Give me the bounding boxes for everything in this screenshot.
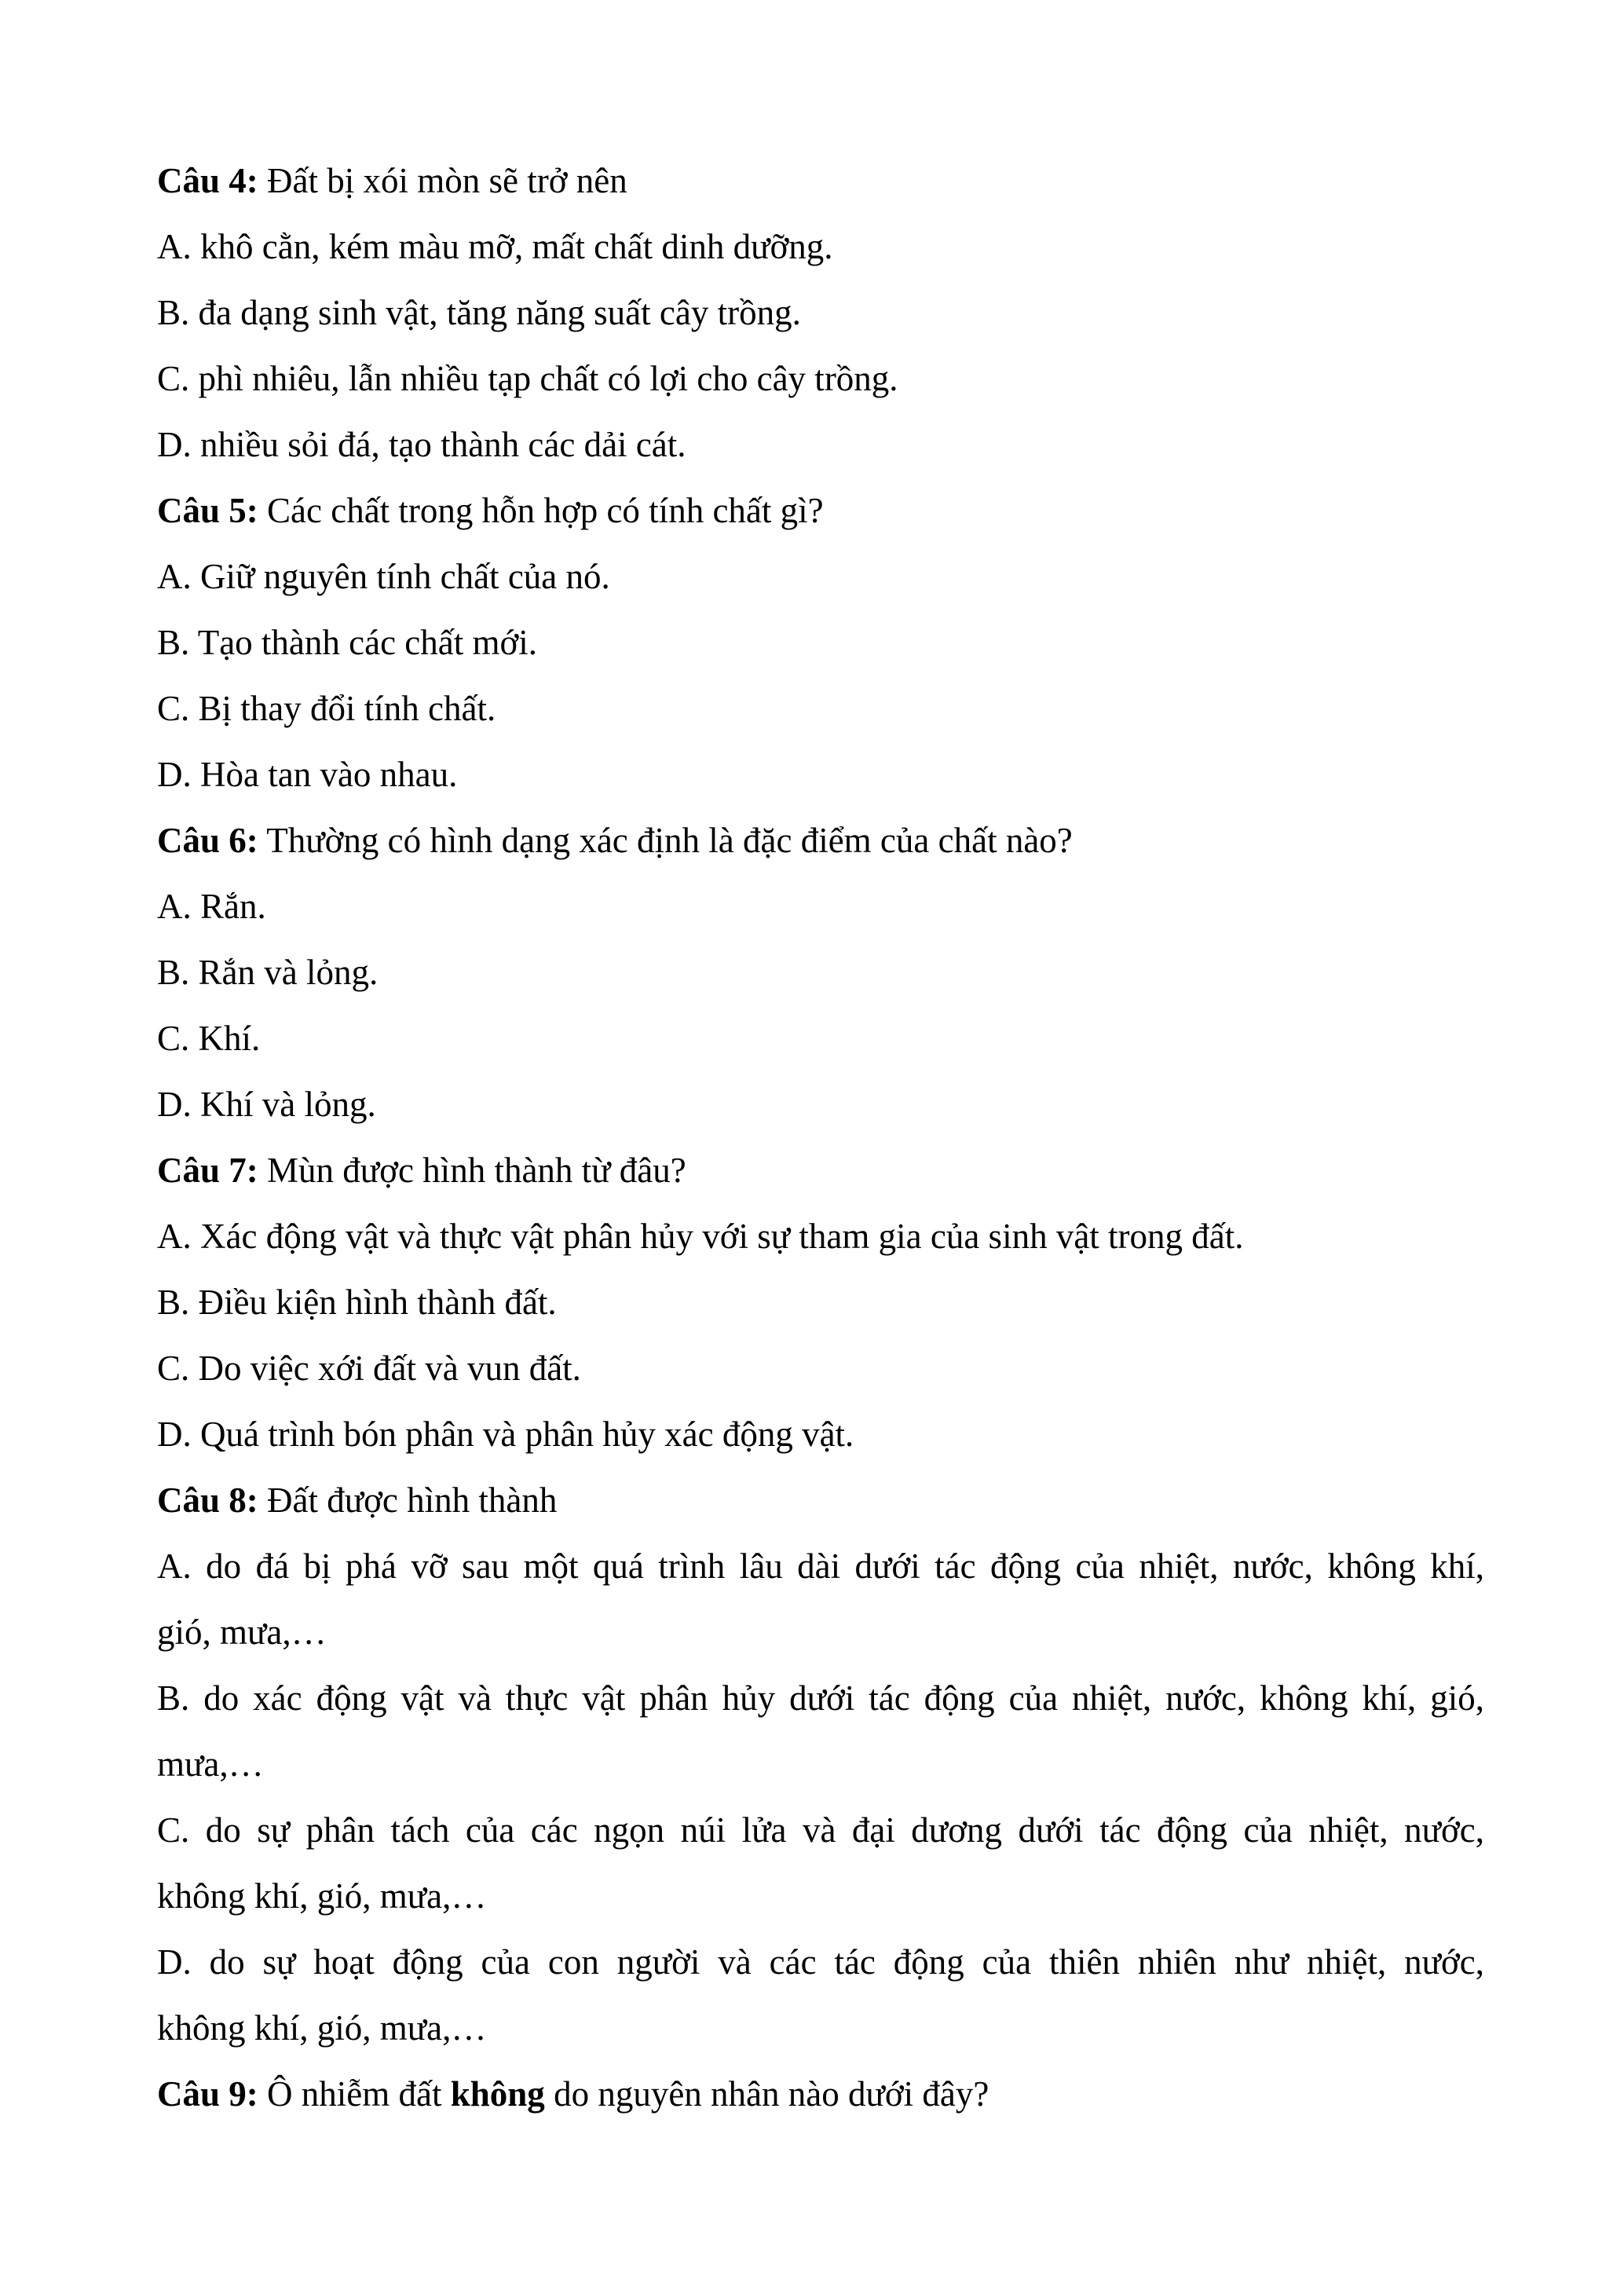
- option-b: B. Tạo thành các chất mới.: [157, 623, 538, 662]
- question-emphasis: không: [450, 2074, 545, 2114]
- option-c-line-1: C. do sự phân tách của các ngọn núi lửa và đại dương dưới tác động của nhiệt, nước,: [157, 1810, 1484, 1850]
- option-d-line-2: không khí, gió, mưa,…: [157, 2008, 487, 2048]
- question-5: [157, 478, 1484, 544]
- question-text: Đất bị xói mòn sẽ trở nên: [258, 161, 627, 200]
- option-d: D. Quá trình bón phân và phân hủy xác động vật.: [157, 1415, 854, 1454]
- option-a: A. Rắn.: [157, 887, 266, 926]
- question-text: Thường có hình dạng xác định là đặc điểm của chất nào?: [258, 821, 1073, 860]
- option-d: D. nhiều sỏi đá, tạo thành các dải cát.: [157, 425, 686, 464]
- question-label: Câu 7:: [157, 1151, 258, 1190]
- option-a: A. Xác động vật và thực vật phân hủy với sự tham gia của sinh vật trong đất.: [157, 1217, 1244, 1256]
- question-label: Câu 6:: [157, 821, 258, 860]
- option-a: A. Giữ nguyên tính chất của nó.: [157, 557, 610, 596]
- question-text: Các chất trong hỗn hợp có tính chất gì?: [258, 491, 824, 530]
- option-c: C. Do việc xới đất và vun đất.: [157, 1349, 581, 1388]
- option-b-line-1: B. do xác động vật và thực vật phân hủy dưới tác động của nhiệt, nước, không khí, gió,: [157, 1678, 1484, 1718]
- option-a-line-2: gió, mưa,…: [157, 1612, 327, 1652]
- document-page: [157, 148, 1484, 2127]
- option-b: B. Điều kiện hình thành đất.: [157, 1283, 557, 1322]
- question-label: Câu 9:: [157, 2074, 258, 2114]
- question-4: [157, 148, 1484, 214]
- option-d: D. Khí và lỏng.: [157, 1085, 376, 1124]
- question-text-before: Ô nhiễm đất: [258, 2074, 451, 2114]
- option-a-line-1: A. do đá bị phá vỡ sau một quá trình lâu dài dưới tác động của nhiệt, nước, không khí,: [157, 1546, 1484, 1586]
- option-c: C. Khí.: [157, 1019, 261, 1058]
- question-label: Câu 5:: [157, 491, 258, 530]
- question-6: [157, 807, 1484, 873]
- option-d: D. Hòa tan vào nhau.: [157, 755, 458, 794]
- question-label: Câu 8:: [157, 1481, 258, 1520]
- question-9: [157, 2061, 1484, 2127]
- option-d-line-1: D. do sự hoạt động của con người và các tác động của thiên nhiên như nhiệt, nước,: [157, 1942, 1484, 1982]
- option-b: B. đa dạng sinh vật, tăng năng suất cây trồng.: [157, 293, 801, 332]
- question-label: Câu 4:: [157, 161, 258, 200]
- question-text: Mùn được hình thành từ đâu?: [258, 1151, 686, 1190]
- option-c: C. Bị thay đổi tính chất.: [157, 689, 496, 728]
- question-text: Đất được hình thành: [258, 1481, 558, 1520]
- option-b: B. Rắn và lỏng.: [157, 953, 379, 992]
- question-text-after: do nguyên nhân nào dưới đây?: [544, 2074, 989, 2114]
- option-c: C. phì nhiêu, lẫn nhiều tạp chất có lợi cho cây trồng.: [157, 359, 898, 398]
- question-7: [157, 1137, 1484, 1203]
- option-c-line-2: không khí, gió, mưa,…: [157, 1876, 487, 1916]
- option-b-line-2: mưa,…: [157, 1744, 264, 1784]
- question-8: [157, 1467, 1484, 1533]
- option-a: A. khô cằn, kém màu mỡ, mất chất dinh dưỡng.: [157, 227, 833, 266]
